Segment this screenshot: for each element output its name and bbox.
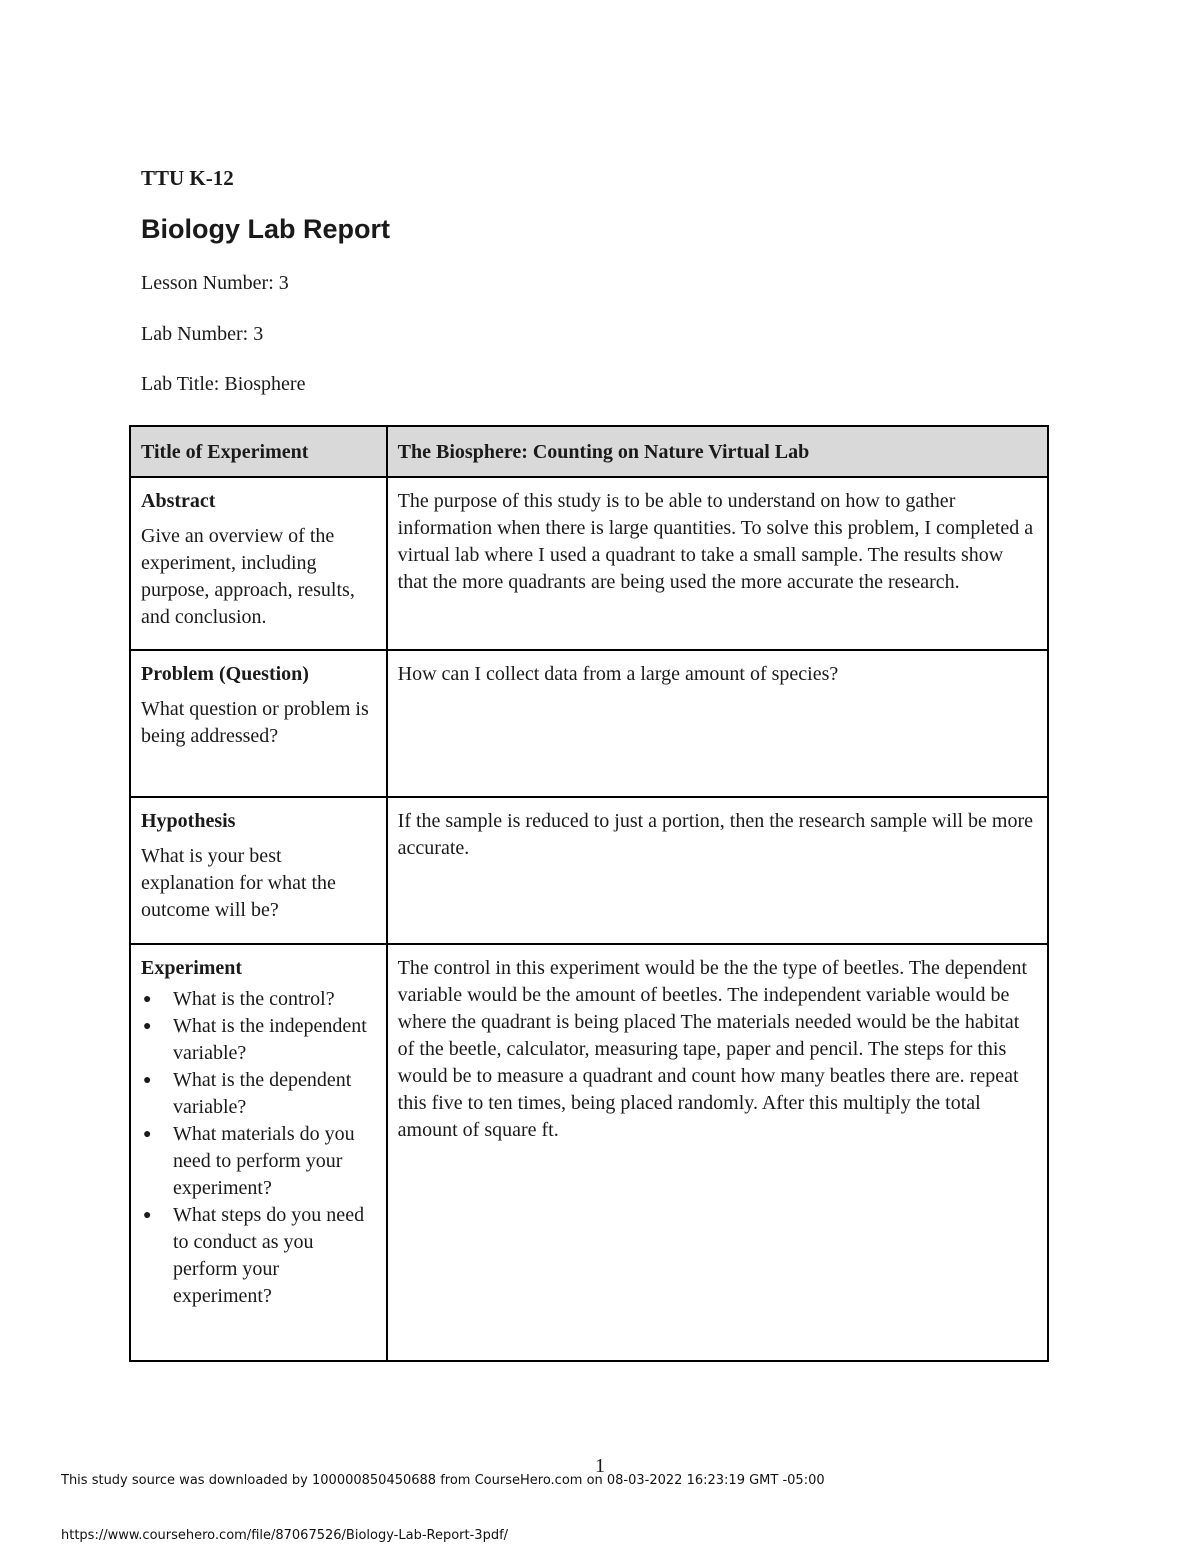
bullet-icon: ● <box>143 1127 152 1142</box>
table-row-problem <box>130 650 1048 797</box>
abstract-answer-cell <box>387 477 1048 650</box>
hypothesis-answer: If the sample is reduced to just a portion, then the research sample will be more accurate. <box>397 810 1034 859</box>
experiment-answer-cell <box>387 944 1048 1361</box>
problem-label: Problem (Question) <box>141 663 309 685</box>
experiment-answer: The control in this experiment would be the the type of beetles. The dependent variable would be the amount of beetles. The independent variable would be where the quadrant is being placed The materials needed would be the habitat of the beetle, calculator, measuring tape, paper and pencil. The steps for this would be to measure a quadrant and count how many beatles there are. repeat this five to ten times, being placed randomly. After this multiply the total amount of square ft. <box>397 957 1028 1141</box>
hypothesis-label-cell <box>130 797 387 944</box>
hypothesis-answer-cell <box>387 797 1048 944</box>
experiment-label: Experiment <box>141 957 243 979</box>
header-cell-title-label: Title of Experiment <box>130 426 387 477</box>
problem-answer-cell <box>387 650 1048 797</box>
page-number: 1 <box>595 1455 605 1477</box>
experiment-question: What steps do you need to conduct as you perform your experiment? <box>173 1204 365 1307</box>
document-title: Biology Lab Report <box>141 214 390 244</box>
lesson-number: Lesson Number: 3 <box>141 272 289 294</box>
bullet-icon: ● <box>143 992 152 1007</box>
experiment-question: What is the control? <box>173 988 335 1010</box>
list-item <box>141 1202 376 1310</box>
experiment-label-cell <box>130 944 387 1361</box>
bullet-icon: ● <box>143 1073 152 1088</box>
table-header-row <box>130 426 1048 477</box>
hypothesis-label: Hypothesis <box>141 810 236 832</box>
abstract-label-cell <box>130 477 387 650</box>
experiment-question-list <box>141 986 376 1310</box>
lab-report-table <box>129 425 1049 1362</box>
lab-number: Lab Number: 3 <box>141 323 264 345</box>
abstract-label: Abstract <box>141 490 216 512</box>
list-item <box>141 1121 376 1202</box>
experiment-question: What is the independent variable? <box>173 1015 367 1064</box>
list-item <box>141 1013 376 1067</box>
lab-title: Lab Title: Biosphere <box>141 373 306 395</box>
problem-label-cell <box>130 650 387 797</box>
bullet-icon: ● <box>143 1019 152 1034</box>
org-name: TTU K-12 <box>141 166 234 190</box>
list-item <box>141 1067 376 1121</box>
table-row-hypothesis <box>130 797 1048 944</box>
problem-prompt: What question or problem is being addressed? <box>141 698 369 747</box>
problem-answer: How can I collect data from a large amount of species? <box>397 663 839 685</box>
table-row-abstract <box>130 477 1048 650</box>
table-row-experiment <box>130 944 1048 1361</box>
bullet-icon: ● <box>143 1208 152 1223</box>
header-cell-experiment-title: The Biosphere: Counting on Nature Virtual Lab <box>387 426 1048 477</box>
hypothesis-prompt: What is your best explanation for what the outcome will be? <box>141 845 336 921</box>
experiment-question: What is the dependent variable? <box>173 1069 352 1118</box>
experiment-question: What materials do you need to perform your experiment? <box>173 1123 355 1199</box>
list-item <box>141 986 376 1013</box>
abstract-answer: The purpose of this study is to be able to understand on how to gather information when there is large quantities. To solve this problem, I completed a virtual lab where I used a quadrant to take a small sample. The results show that the more quadrants are being used the more accurate the research. <box>397 490 1034 593</box>
abstract-prompt: Give an overview of the experiment, including purpose, approach, results, and conclusion. <box>141 525 355 628</box>
source-url[interactable]: https://www.coursehero.com/file/87067526/Biology-Lab-Report-3pdf/ <box>61 1528 509 1543</box>
download-source-notice: This study source was downloaded by 100000850450688 from CourseHero.com on 08-03-2022 16:23:19 GMT -05:00 <box>61 1473 825 1488</box>
